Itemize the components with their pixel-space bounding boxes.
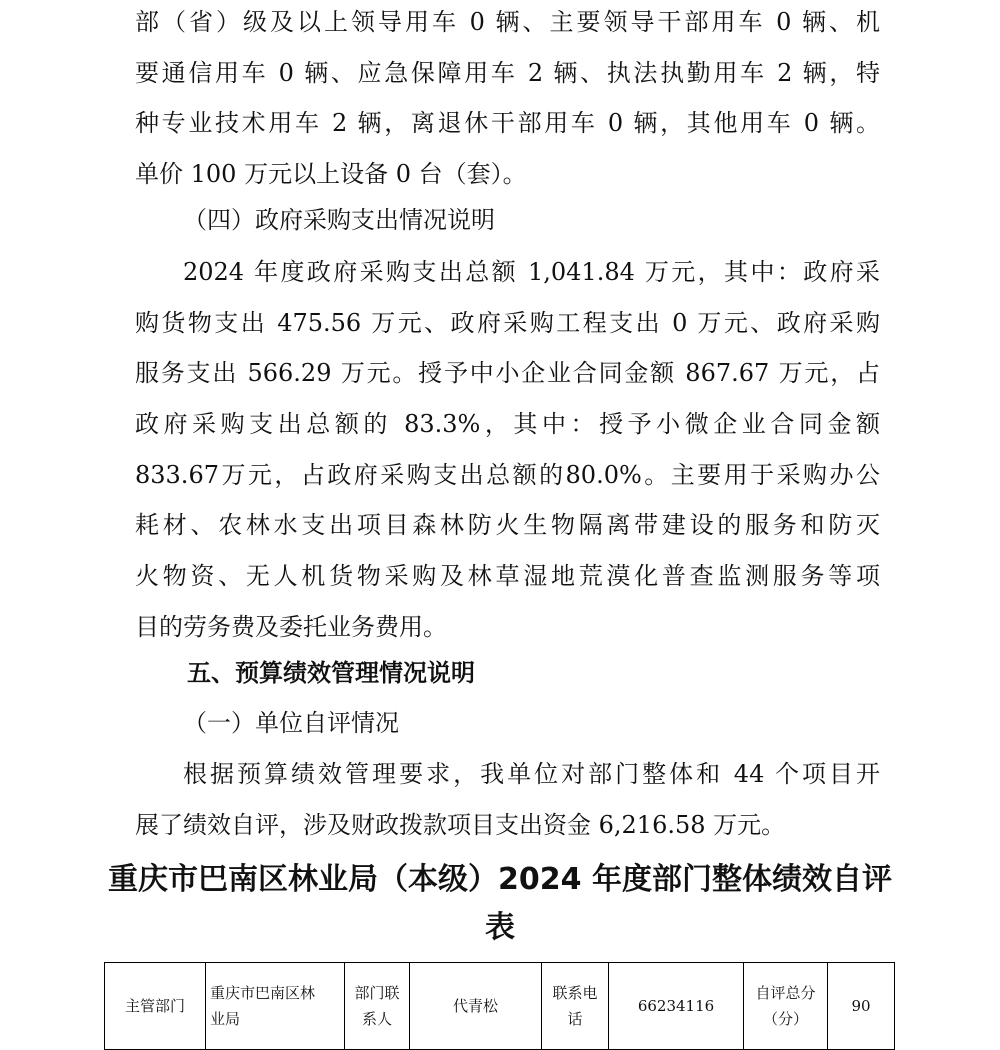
text-line: 833.67万元，占政府采购支出总额的80.0%。主要用于采购办公 (135, 460, 880, 489)
contact-value: 代青松 (452, 997, 498, 1015)
procurement-paragraph (135, 247, 880, 653)
text-line: 购货物支出 475.56 万元、政府采购工程支出 0 万元、政府采购 (135, 308, 880, 337)
vehicle-paragraph (135, 0, 880, 200)
text-line: 2024 年度政府采购支出总额 1,041.84 万元，其中：政府采 (183, 258, 880, 286)
score-value: 90 (851, 997, 871, 1015)
text-line: 火物资、无人机货物采购及林草湿地荒漠化普查监测服务等项 (135, 562, 880, 591)
phone-label-cell (542, 963, 609, 1050)
dept-info-table (104, 962, 895, 1050)
phone-label-line: 话 (567, 1010, 583, 1028)
text-line: 耗材、农林水支出项目森林防火生物隔离带建设的服务和防灭 (135, 511, 880, 540)
dept-value-line: 业局 (210, 1010, 241, 1028)
score-value-cell (828, 963, 895, 1050)
table-title-line: 重庆市巴南区林业局（本级）2024 年度部门整体绩效自评 (108, 862, 892, 897)
section-heading-performance: 五、预算绩效管理情况说明 (187, 659, 475, 687)
text-line: 种专业技术用车 2 辆，离退休干部用车 0 辆，其他用车 0 辆。 (135, 109, 880, 138)
phone-value-cell (609, 963, 744, 1050)
dept-label: 主管部门 (124, 997, 185, 1015)
contact-label-line: 部门联 (354, 984, 400, 1002)
dept-value-line: 重庆市巴南区林 (210, 984, 316, 1002)
score-label-cell (744, 963, 828, 1050)
dept-label-cell (105, 963, 206, 1050)
contact-label-line: 系人 (361, 1010, 392, 1028)
text-line: 要通信用车 0 辆、应急保障用车 2 辆、执法执勤用车 2 辆，特 (135, 58, 880, 87)
score-label-line: （分） (762, 1010, 808, 1028)
text-line: 部（省）级及以上领导用车 0 辆、主要领导干部用车 0 辆、机 (135, 8, 880, 36)
text-line: 展了绩效自评，涉及财政拨款项目支出资金 6,216.58 万元。 (135, 810, 786, 839)
section-heading-procurement: （四）政府采购支出情况说明 (183, 206, 495, 234)
phone-label-line: 联系电 (552, 984, 598, 1002)
text-line: 政府采购支出总额的 83.3%，其中：授予小微企业合同金额 (135, 410, 880, 439)
score-label-line: 自评总分 (755, 984, 816, 1002)
text-line: 目的劳务费及委托业务费用。 (135, 612, 447, 641)
table-row (105, 963, 895, 1050)
text-line: 服务支出 566.29 万元。授予中小企业合同金额 867.67 万元，占 (135, 359, 880, 388)
subsection-heading-self-eval: （一）单位自评情况 (183, 709, 399, 737)
contact-label-cell (345, 963, 410, 1050)
table-title (100, 856, 900, 952)
text-line: 单价 100 万元以上设备 0 台（套）。 (135, 160, 527, 189)
table-title-line: 表 (485, 910, 515, 945)
contact-value-cell (410, 963, 542, 1050)
text-line: 根据预算绩效管理要求，我单位对部门整体和 44 个项目开 (183, 760, 880, 788)
dept-value-cell (206, 963, 345, 1050)
self-eval-paragraph (135, 749, 880, 850)
phone-value: 66234116 (637, 997, 715, 1015)
